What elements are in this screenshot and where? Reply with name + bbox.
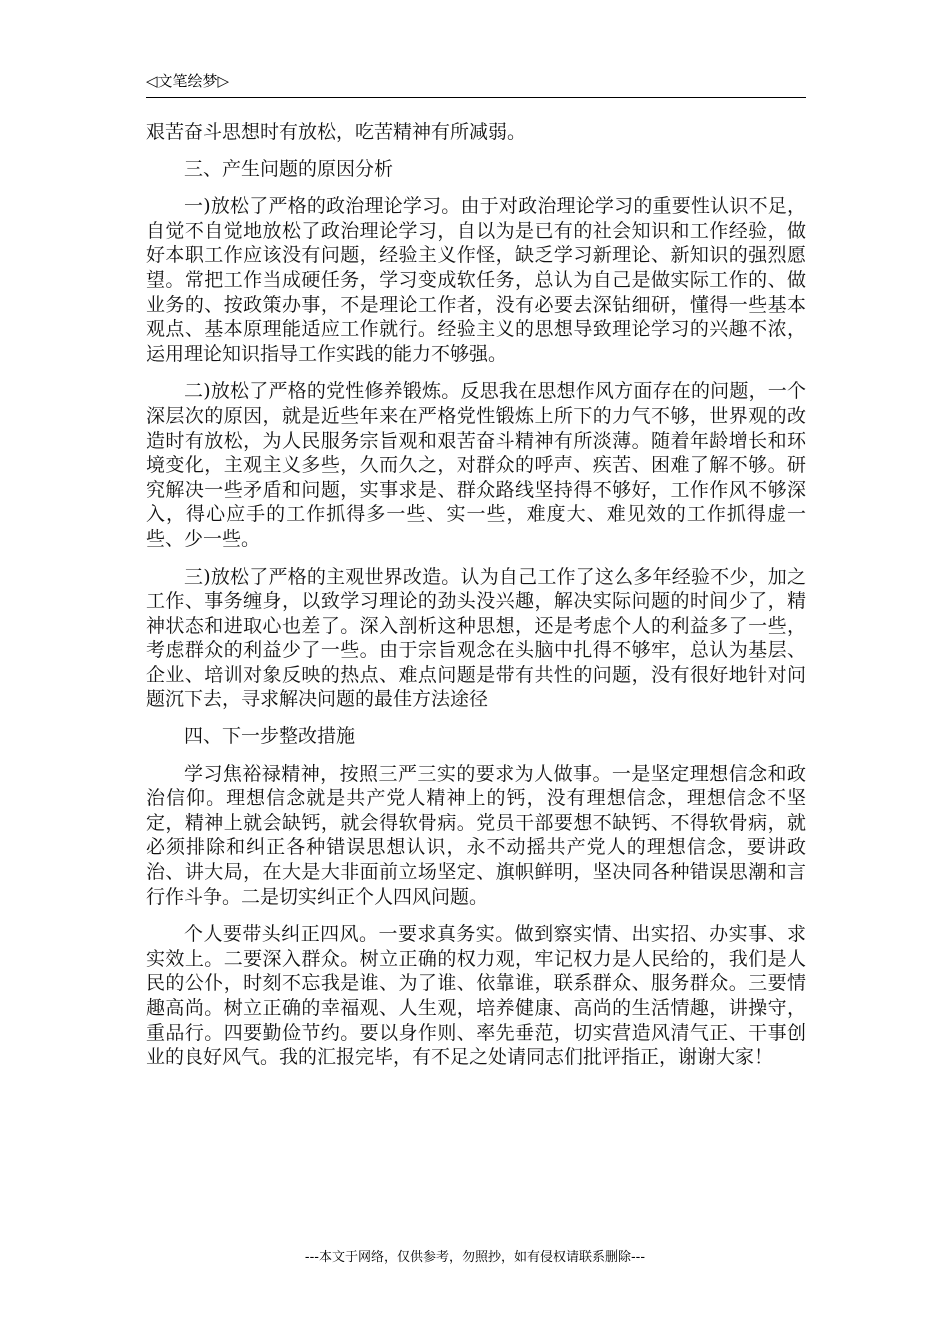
header-divider [146, 97, 806, 98]
footer-disclaimer: ---本文于网络，仅供参考，勿照抄，如有侵权请联系删除--- [304, 1250, 646, 1265]
page-header-title: ◁文笔绘梦▷ [146, 72, 230, 90]
paragraph-cause-1: 一)放松了严格的政治理论学习。由于对政治理论学习的重要性认识不足，自觉不自觉地放松了政治理论学习，自以为是已有的社会知识和工作经验，做好本职工作应该没有问题，经验主义作怪，缺乏学习新理论、新知识的强烈愿望。常把工作当成硬任务，学习变成软任务，总认为自己是做实际工作的、做业务的、按政策办事，不是理论工作者，没有必要去深钻细研，懂得一些基本观点、基本原理能适应工作就行。经验主义的思想导致理论学习的兴趣不浓，运用理论知识指导工作实践的能力不够强。 [146, 195, 806, 365]
paragraph-continuation: 艰苦奋斗思想时有放松，吃苦精神有所减弱。 [146, 121, 527, 143]
document-body [146, 116, 806, 1070]
paragraph-measure-2: 个人要带头纠正四风。一要求真务实。做到察实情、出实招、办实事、求实效上。二要深入群众。树立正确的权力观，牢记权力是人民给的，我们是人民的公仆，时刻不忘我是谁、为了谁、依靠谁，联系群众、服务群众。三要情趣高尚。树立正确的幸福观、人生观，培养健康、高尚的生活情趣，讲操守，重品行。四要勤俭节约。要以身作则、率先垂范，切实营造风清气正、干事创业的良好风气。我的汇报完毕，有不足之处请同志们批评指正，谢谢大家！ [146, 923, 806, 1069]
section-heading-3: 三、产生问题的原因分析 [184, 157, 394, 180]
paragraph-measure-1: 学习焦裕禄精神，按照三严三实的要求为人做事。一是坚定理想信念和政治信仰。理想信念就是共产党人精神上的钙，没有理想信念，理想信念不坚定，精神上就会缺钙，就会得软骨病。党员干部要想不缺钙、不得软骨病，就必须排除和纠正各种错误思想认识，永不动摇共产党人的理想信念，要讲政治、讲大局，在大是大非面前立场坚定、旗帜鲜明，坚决同各种错误思潮和言行作斗争。二是切实纠正个人四风问题。 [146, 762, 806, 908]
paragraph-cause-3: 三)放松了严格的主观世界改造。认为自己工作了这么多年经验不少，加之工作、事务缠身，以致学习理论的劲头没兴趣，解决实际问题的时间少了，精神状态和进取心也差了。深入剖析这种思想，还是考虑个人的利益多了一些，考虑群众的利益少了一些。由于宗旨观念在头脑中扎得不够牢，总认为基层、企业、培训对象反映的热点、难点问题是带有共性的问题，没有很好地针对问题沉下去，寻求解决问题的最佳方法途径 [146, 565, 806, 711]
paragraph-cause-2: 二)放松了严格的党性修养锻炼。反思我在思想作风方面存在的问题，一个深层次的原因，就是近些年来在严格党性锻炼上所下的力气不够，世界观的改造时有放松，为人民服务宗旨观和艰苦奋斗精神有所淡薄。随着年龄增长和环境变化，主观主义多些，久而久之，对群众的呼声、疾苦、困难了解不够。研究解决一些矛盾和问题，实事求是、群众路线坚持得不够好，工作作风不够深入，得心应手的工作抓得多一些、实一些，难度大、难见效的工作抓得虚一些、少一些。 [146, 380, 806, 550]
section-heading-4: 四、下一步整改措施 [184, 725, 356, 748]
